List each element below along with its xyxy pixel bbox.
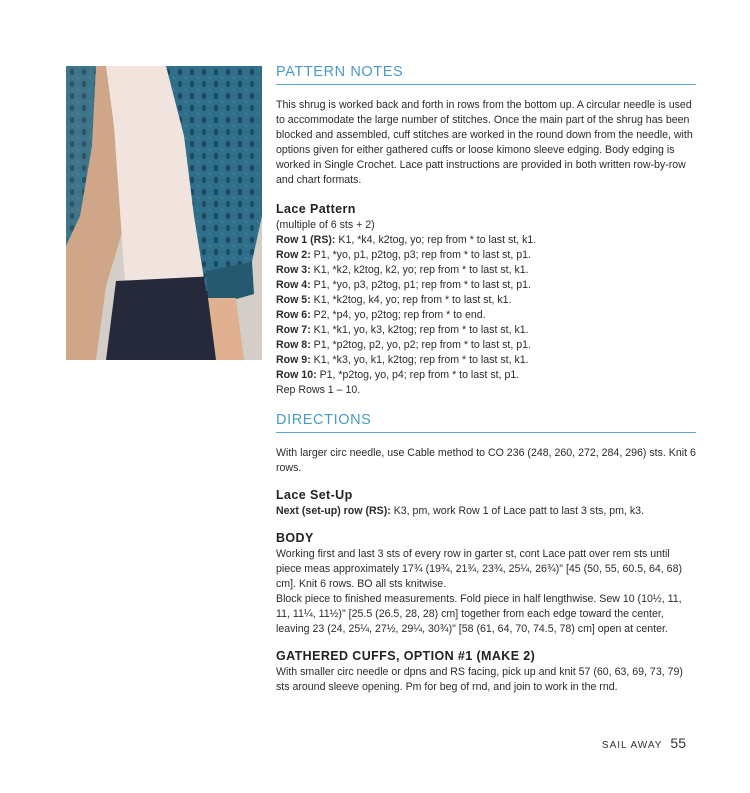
lace-row-label: Row 2:	[276, 249, 311, 261]
gathered-cuffs-heading: GATHERED CUFFS, OPTION #1 (MAKE 2)	[276, 649, 536, 663]
lace-row-label: Row 3:	[276, 264, 311, 276]
lace-pattern-rows	[276, 233, 696, 383]
body-heading: BODY	[276, 531, 314, 545]
lace-row-text: P1, *yo, p1, p2tog, p3; rep from * to last st, p1.	[310, 249, 531, 261]
lace-pattern-repeat: Rep Rows 1 – 10.	[276, 384, 361, 396]
pattern-content	[276, 64, 696, 695]
lace-row-text: P1, *p2tog, yo, p4; rep from * to last st, p1.	[316, 369, 520, 381]
pattern-notes-heading: PATTERN NOTES	[276, 64, 696, 85]
lace-row-label: Row 6:	[276, 309, 311, 321]
lace-row-text: K1, *k1, yo, k3, k2tog; rep from * to last st, k1.	[310, 324, 529, 336]
lace-row-text: K1, *k3, yo, k1, k2tog; rep from * to last st, k1.	[310, 354, 529, 366]
lace-row-text: P2, *p4, yo, p2tog; rep from * to end.	[310, 309, 486, 321]
lace-pattern-heading: Lace Pattern	[276, 202, 356, 216]
lace-row-label: Row 10:	[276, 369, 317, 381]
lace-row-label: Row 4:	[276, 279, 311, 291]
book-title: SAIL AWAY	[601, 740, 663, 751]
lace-row-text: P1, *yo, p3, p2tog, p1; rep from * to last st, p1.	[310, 279, 531, 291]
lace-row-label: Row 9:	[276, 354, 311, 366]
lace-pattern-row	[276, 263, 696, 278]
pattern-notes-paragraph: This shrug is worked back and forth in rows from the bottom up. A circular needle is used to accommodate the large number of stitches. Once the main part of the shrug has been blocked and assembled, cuff stitches are worked in the round down from the needle, with options given for either gathered cuffs or loose kimono sleeve edging. Body edging is worked in Single Crochet. Lace patt instructions are provided in both written row-by-row and chart formats.	[276, 99, 693, 186]
lace-setup-heading: Lace Set-Up	[276, 488, 353, 502]
lace-setup-row	[276, 504, 696, 519]
lace-pattern-row	[276, 233, 696, 248]
page-footer	[602, 735, 686, 751]
model-photo	[66, 66, 262, 360]
directions-heading: DIRECTIONS	[276, 412, 696, 433]
lace-row-text: K1, *k2tog, k4, yo; rep from * to last st, k1.	[310, 294, 512, 306]
lace-row-label: Row 7:	[276, 324, 311, 336]
body-paragraph-2: Block piece to finished measurements. Fold piece in half lengthwise. Sew 10 (10½, 11, 11, 11¼, 11½)" [25.5 (26.5, 28, 28) cm] together from each edge toward the center, leaving 23 (24, 25¼, 27½, 29¼, 30¾)" [58 (61, 64, 70, 74.5, 78) cm] open at center.	[276, 593, 682, 635]
lace-row-label: Row 8:	[276, 339, 311, 351]
lace-row-text: P1, *p2tog, p2, yo, p2; rep from * to last st, p1.	[310, 339, 531, 351]
lace-row-text: K1, *k2, k2tog, k2, yo; rep from * to last st, k1.	[310, 264, 529, 276]
gathered-cuffs-paragraph: With smaller circ needle or dpns and RS facing, pick up and knit 57 (60, 63, 69, 73, 79) sts around sleeve opening. Pm for beg of rnd, and join to work in the rnd.	[276, 666, 683, 693]
lace-pattern-row	[276, 248, 696, 263]
lace-row-text: K1, *k4, k2tog, yo; rep from * to last st, k1.	[335, 234, 537, 246]
lace-pattern-row	[276, 278, 696, 293]
lace-row-label: Row 5:	[276, 294, 311, 306]
lace-row-label: Row 1 (RS):	[276, 234, 336, 246]
lace-pattern-row	[276, 293, 696, 308]
lace-pattern-row	[276, 353, 696, 368]
lace-pattern-row	[276, 308, 696, 323]
lace-setup-text: K3, pm, work Row 1 of Lace patt to last 3 sts, pm, k3.	[390, 505, 644, 517]
lace-setup-label: Next (set-up) row (RS):	[276, 505, 391, 517]
lace-pattern-row	[276, 338, 696, 353]
shrug-photo-illustration	[66, 66, 262, 360]
body-paragraph-1: Working first and last 3 sts of every row in garter st, cont Lace patt over rem sts until piece meas approximately 17¾ (19¾, 21¾, 23¾, 25¼, 26¾)" [45 (50, 55, 60.5, 64, 68) cm]. Knit 6 rows. BO all sts knitwise.	[276, 548, 682, 590]
lace-pattern-row	[276, 323, 696, 338]
directions-paragraph: With larger circ needle, use Cable method to CO 236 (248, 260, 272, 284, 296) sts. Knit 6 rows.	[276, 447, 696, 474]
lace-pattern-row	[276, 368, 696, 383]
lace-pattern-multiple: (multiple of 6 sts + 2)	[276, 219, 375, 231]
page-number: 55	[670, 735, 686, 751]
